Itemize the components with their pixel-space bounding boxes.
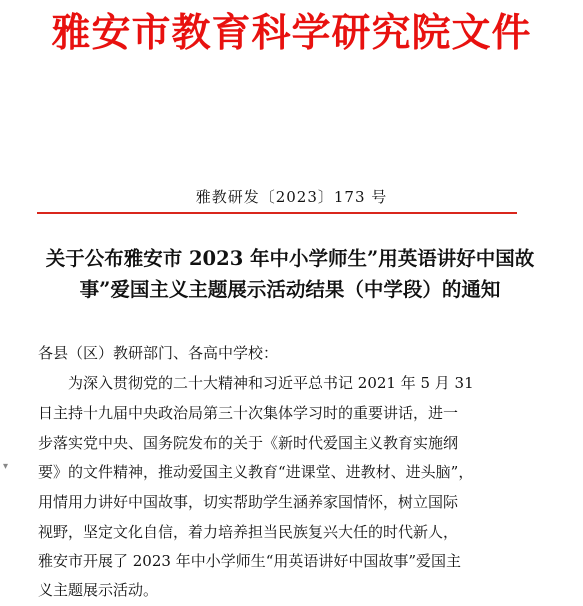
body-paragraph-line-4: 要》的文件精神，推动爱国主义教育“进课堂、进教材、进头脑”，: [38, 463, 474, 481]
red-divider-rule: [37, 212, 517, 214]
body-paragraph-line-8: 义主题展示活动。: [38, 581, 159, 599]
notice-title-line-1: 关于公布雅安市 2023 年中小学师生”用英语讲好中国故: [45, 247, 535, 270]
margin-marker-icon: ▾: [3, 461, 9, 472]
body-paragraph-line-2: 日主持十九届中央政治局第三十次集体学习时的重要讲话，进一: [38, 404, 459, 422]
document-header: 雅安市教育科学研究院文件: [51, 10, 532, 56]
body-paragraph-line-6: 视野，坚定文化自信，着力培养担当民族复兴大任的时代新人，: [38, 523, 459, 541]
body-paragraph-line-1: 为深入贯彻党的二十大精神和习近平总书记 2021 年 5 月 31: [68, 374, 474, 392]
notice-title: [30, 243, 550, 305]
document-number: 雅教研发〔2023〕173 号: [195, 188, 388, 206]
salutation: 各县（区）教研部门、各高中学校：: [38, 344, 279, 362]
body-paragraph-line-5: 用情用力讲好中国故事，切实帮助学生涵养家国情怀，树立国际: [38, 493, 459, 511]
body-paragraph-line-3: 步落实党中央、国务院发布的关于《新时代爱国主义教育实施纲: [38, 434, 459, 452]
notice-title-line-2: 事”爱国主义主题展示活动结果（中学段）的通知: [79, 278, 501, 301]
body-paragraph-line-7: 雅安市开展了 2023 年中小学师生“用英语讲好中国故事”爱国主: [38, 552, 462, 570]
